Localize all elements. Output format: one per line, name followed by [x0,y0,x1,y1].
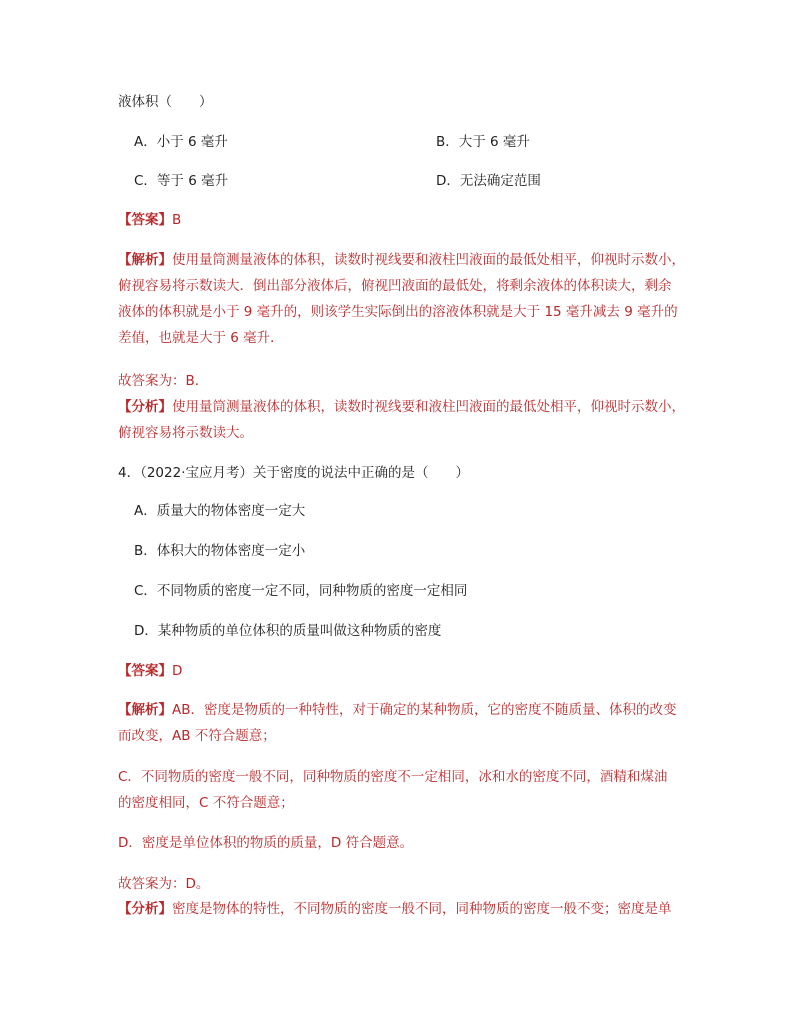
answer-tag: 【答案】 [118,663,172,679]
analysis-text: AB．密度是物质的一种特性，对于确定的某种物质，它的密度不随质量、体积的改变 [172,702,677,718]
q4-option-c: C．不同物质的密度一定不同，同种物质的密度一定相同 [134,583,468,599]
q3-fenxi-line-1 [118,398,685,416]
q3-analysis-line-4: 差值，也就是大于 6 毫升． [118,330,284,346]
q4-analysis-ab-line-2: 而改变，AB 不符合题意； [118,728,276,744]
q4-option-b: B．体积大的物体密度一定小 [134,543,306,559]
q4-analysis-c-line-1: C．不同物质的密度一般不同，同种物质的密度不一定相同，冰和水的密度不同，酒精和煤油 [118,769,668,785]
q4-option-d: D．某种物质的单位体积的质量叫做这种物质的密度 [134,623,442,639]
q3-fenxi-line-2: 俯视容易将示数读大。 [118,425,253,441]
q4-fenxi-line-1 [118,900,672,918]
q3-stem-tail: 液体积（ ） [118,94,213,110]
analysis-tag: 【解析】 [118,702,172,718]
q4-stem: 4．（2022·宝应月考）关于密度的说法中正确的是（ ） [118,465,469,481]
q3-option-c: C．等于 6 毫升 [134,173,229,189]
answer-value: D [172,663,183,679]
q3-option-d: D．无法确定范围 [436,173,541,189]
fenxi-tag: 【分析】 [118,901,172,917]
q3-option-b: B．大于 6 毫升 [436,134,530,150]
fenxi-text: 使用量筒测量液体的体积，读数时视线要和液柱凹液面的最低处相平，仰视时示数小， [172,399,685,415]
fenxi-tag: 【分析】 [118,399,172,415]
q4-analysis-ab-line-1 [118,701,677,719]
analysis-tag: 【解析】 [118,252,172,268]
q3-conclusion: 故答案为：B． [118,373,209,389]
q4-answer [118,662,182,680]
answer-tag: 【答案】 [118,212,172,228]
q3-analysis-line-2: 俯视容易将示数读大．倒出部分液体后，俯视凹液面的最低处，将剩余液体的体积读大，剩余 [118,278,672,294]
q3-option-a: A．小于 6 毫升 [134,134,228,150]
q4-conclusion: 故答案为：D。 [118,876,210,892]
answer-value: B [172,212,182,228]
q3-analysis-line-3: 液体的体积就是小于 9 毫升的，则该学生实际倒出的溶液体积就是大于 15 毫升减去 9 毫升的 [118,304,678,320]
q4-analysis-d: D．密度是单位体积的物质的质量，D 符合题意。 [118,835,414,851]
q3-analysis-line-1 [118,251,685,269]
fenxi-text: 密度是物体的特性，不同物质的密度一般不同，同种物质的密度一般不变；密度是单 [172,901,672,917]
q4-analysis-c-line-2: 的密度相同，C 不符合题意； [118,795,294,811]
q3-answer [118,211,181,229]
analysis-text: 使用量筒测量液体的体积，读数时视线要和液柱凹液面的最低处相平，仰视时示数小， [172,252,685,268]
q4-option-a: A．质量大的物体密度一定大 [134,503,306,519]
